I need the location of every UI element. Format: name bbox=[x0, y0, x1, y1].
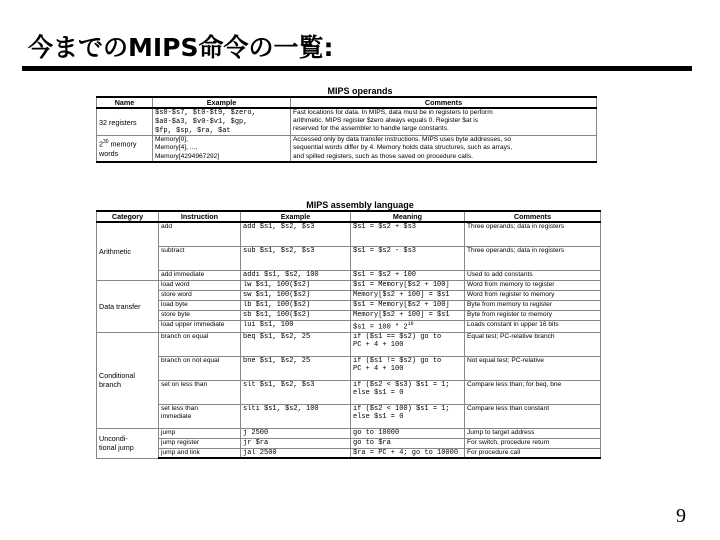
memory-base: 2 bbox=[99, 139, 103, 149]
instruction-cell: subtract bbox=[159, 246, 241, 270]
example-cell: addi $s1, $s2, 100 bbox=[241, 270, 351, 280]
comments-cell: Byte from memory to register bbox=[465, 300, 601, 310]
meaning-cell: $s1 = Memory[$s2 + 100] bbox=[351, 300, 465, 310]
example-cell: beq $s1, $s2, 25 bbox=[241, 332, 351, 356]
operands-row bbox=[97, 108, 597, 136]
operand-name bbox=[97, 136, 153, 162]
comments-cell: For procedure call bbox=[465, 448, 601, 458]
comments-cell: Word from memory to register bbox=[465, 280, 601, 290]
instruction-cell: branch on not equal bbox=[159, 356, 241, 380]
comments-cell: Byte from register to memory bbox=[465, 310, 601, 320]
example-cell: slti $s1, $s2, 100 bbox=[241, 404, 351, 428]
instruction-cell: store byte bbox=[159, 310, 241, 320]
lui-meaning-base: $s1 = 100 * 2 bbox=[353, 322, 408, 331]
operands-row bbox=[97, 136, 597, 162]
table-row bbox=[97, 300, 601, 310]
comments-cell: For switch, procedure return bbox=[465, 438, 601, 448]
comments-cell: Compare less than constant bbox=[465, 404, 601, 428]
table-row bbox=[97, 356, 601, 380]
example-cell: slt $s1, $s2, $s3 bbox=[241, 380, 351, 404]
comments-cell: Not equal test; PC-relative bbox=[465, 356, 601, 380]
header-example: Example bbox=[153, 97, 291, 108]
meaning-cell: if ($s1 != $s2) go to PC + 4 + 100 bbox=[351, 356, 465, 380]
meaning-cell: Memory[$s2 + 100] = $s1 bbox=[351, 310, 465, 320]
operands-header-row bbox=[97, 97, 597, 108]
header-instruction: Instruction bbox=[159, 211, 241, 222]
table-row bbox=[97, 404, 601, 428]
meaning-cell: $s1 = $s2 + $s3 bbox=[351, 222, 465, 246]
meaning-cell: if ($s2 < 100) $s1 = 1; else $s1 = 0 bbox=[351, 404, 465, 428]
example-cell: jal 2500 bbox=[241, 448, 351, 458]
table-row bbox=[97, 310, 601, 320]
meaning-cell: $s1 = $s2 + 100 bbox=[351, 270, 465, 280]
example-cell: lui $s1, 100 bbox=[241, 320, 351, 332]
table-row bbox=[97, 428, 601, 438]
instruction-cell: jump and link bbox=[159, 448, 241, 458]
page-number: 9 bbox=[676, 505, 686, 527]
meaning-cell: go to 10000 bbox=[351, 428, 465, 438]
header-comments: Comments bbox=[465, 211, 601, 222]
table-row bbox=[97, 290, 601, 300]
meaning-cell: if ($s1 == $s2) go to PC + 4 + 100 bbox=[351, 332, 465, 356]
instruction-cell: load byte bbox=[159, 300, 241, 310]
category-unconditional-jump: Uncondi- tional jump bbox=[97, 428, 159, 458]
header-example: Example bbox=[241, 211, 351, 222]
meaning-cell: $ra = PC + 4; go to 10000 bbox=[351, 448, 465, 458]
meaning-cell: if ($s2 < $s3) $s1 = 1; else $s1 = 0 bbox=[351, 380, 465, 404]
instruction-cell: add bbox=[159, 222, 241, 246]
assembly-header-row bbox=[97, 211, 601, 222]
table-row bbox=[97, 280, 601, 290]
header-comments: Comments bbox=[291, 97, 597, 108]
category-data-transfer: Data transfer bbox=[97, 280, 159, 332]
meaning-cell: Memory[$s2 + 100] = $s1 bbox=[351, 290, 465, 300]
operand-example: Memory[0], Memory[4], ..., Memory[4294967292] bbox=[153, 136, 291, 162]
example-cell: sw $s1, 100($s2) bbox=[241, 290, 351, 300]
operands-table bbox=[96, 96, 597, 163]
memory-exponent: 30 bbox=[103, 139, 109, 146]
instruction-cell: set less than immediate bbox=[159, 404, 241, 428]
example-cell: bne $s1, $s2, 25 bbox=[241, 356, 351, 380]
instruction-cell: add immediate bbox=[159, 270, 241, 280]
example-cell: j 2500 bbox=[241, 428, 351, 438]
example-cell: jr $ra bbox=[241, 438, 351, 448]
example-cell: lw $s1, 100($s2) bbox=[241, 280, 351, 290]
example-cell: add $s1, $s2, $s3 bbox=[241, 222, 351, 246]
table-row bbox=[97, 438, 601, 448]
table-row bbox=[97, 270, 601, 280]
assembly-caption: MIPS assembly language bbox=[306, 200, 414, 210]
comments-cell: Used to add constants bbox=[465, 270, 601, 280]
table-row bbox=[97, 448, 601, 458]
assembly-table bbox=[96, 210, 601, 459]
meaning-cell: $s1 = $s2 - $s3 bbox=[351, 246, 465, 270]
instruction-cell: branch on equal bbox=[159, 332, 241, 356]
instruction-cell: load word bbox=[159, 280, 241, 290]
category-conditional-branch: Conditional branch bbox=[97, 332, 159, 428]
comments-cell: Compare less than; for beq, bne bbox=[465, 380, 601, 404]
operand-name: 32 registers bbox=[97, 108, 153, 136]
comments-cell: Three operands; data in registers bbox=[465, 222, 601, 246]
instruction-cell: set on less than bbox=[159, 380, 241, 404]
header-name: Name bbox=[97, 97, 153, 108]
lui-meaning-exponent: 16 bbox=[407, 320, 414, 327]
operand-example: $s0-$s7, $t0-$t9, $zero, $a0-$a3, $v0-$v1, $gp, $fp, $sp, $ra, $at bbox=[153, 108, 291, 136]
table-row bbox=[97, 222, 601, 246]
example-cell: sb $s1, 100($s2) bbox=[241, 310, 351, 320]
meaning-cell bbox=[351, 320, 465, 332]
operands-caption: MIPS operands bbox=[327, 86, 393, 96]
meaning-cell: go to $ra bbox=[351, 438, 465, 448]
comments-cell: Equal test; PC-relative branch bbox=[465, 332, 601, 356]
example-cell: lb $s1, 100($s2) bbox=[241, 300, 351, 310]
instruction-cell: load upper immediate bbox=[159, 320, 241, 332]
comments-cell: Three operands; data in registers bbox=[465, 246, 601, 270]
comments-cell: Jump to target address bbox=[465, 428, 601, 438]
header-meaning: Meaning bbox=[351, 211, 465, 222]
slide-title: 今までのMIPS命令の一覧: bbox=[28, 33, 334, 62]
table-row bbox=[97, 320, 601, 332]
comments-cell: Word from register to memory bbox=[465, 290, 601, 300]
example-cell: sub $s1, $s2, $s3 bbox=[241, 246, 351, 270]
title-underline bbox=[22, 66, 692, 71]
memory-name-rest: memory words bbox=[99, 139, 137, 158]
instruction-cell: jump bbox=[159, 428, 241, 438]
table-row bbox=[97, 332, 601, 356]
table-row bbox=[97, 246, 601, 270]
instruction-cell: store word bbox=[159, 290, 241, 300]
comments-cell: Loads constant in upper 16 bits bbox=[465, 320, 601, 332]
instruction-cell: jump register bbox=[159, 438, 241, 448]
header-category: Category bbox=[97, 211, 159, 222]
meaning-cell: $s1 = Memory[$s2 + 100] bbox=[351, 280, 465, 290]
table-row bbox=[97, 380, 601, 404]
operand-comments: Fast locations for data. In MIPS, data must be in registers to perform arithmetic. MIPS register $zero always equals 0. Register $at is reserved for the assembler to handle large constants. bbox=[291, 108, 597, 136]
category-arithmetic: Arithmetic bbox=[97, 222, 159, 280]
operand-comments: Accessed only by data transfer instructions. MIPS uses byte addresses, so sequential words differ by 4. Memory holds data structures, such as arrays, and spilled registers, such as those saved on procedure calls. bbox=[291, 136, 597, 162]
